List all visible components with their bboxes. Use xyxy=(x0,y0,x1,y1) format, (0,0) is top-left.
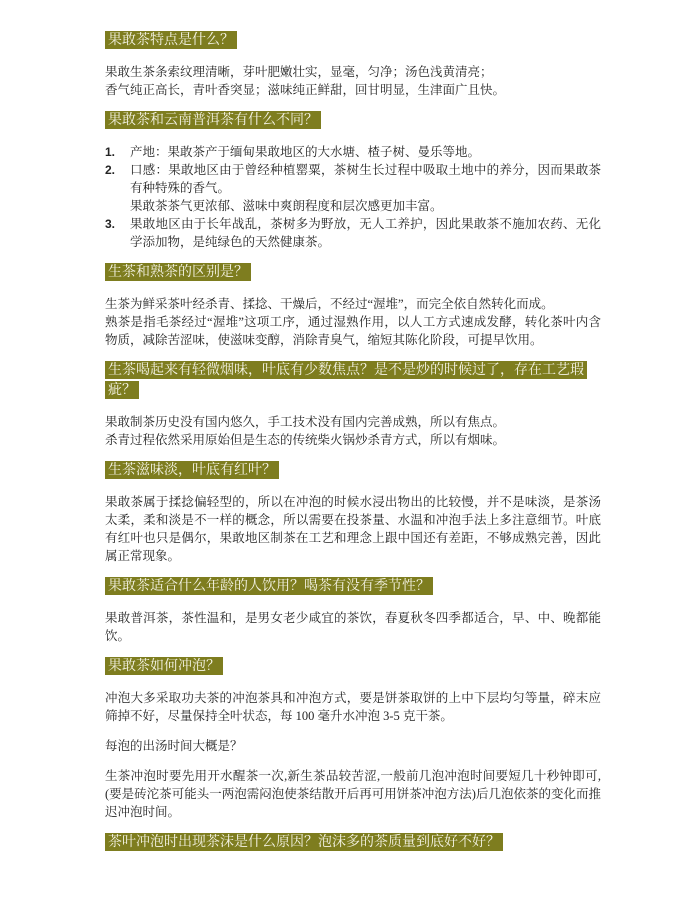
list-item-text xyxy=(130,161,601,215)
question-heading-raw-vs-ripe xyxy=(105,263,601,283)
heading-highlight: 生茶滋味淡，叶底有红叶？ xyxy=(105,461,279,479)
question-heading-how-to-brew xyxy=(105,657,601,677)
question-heading-smoky-flavor xyxy=(105,361,601,401)
answer-paragraph-smoky-flavor xyxy=(105,413,601,449)
list-item-number: 3. xyxy=(105,217,116,231)
question-heading-age-season xyxy=(105,577,601,597)
paragraph-line: 果敢茶属于揉捻偏轻型的，所以在冲泡的时候水浸出物出的比较慢，并不是味淡，是茶汤太柔，柔和淡是不一样的概念，所以需要在投茶量、水温和冲泡手法上多注意细节。叶底有红叶也只是偶尔，果敢地区制茶在工艺和理念上跟中国还有差距，不够成熟完善，因此属正常现象。 xyxy=(105,495,601,563)
list-item-number: 1. xyxy=(105,145,116,159)
list-item-natural xyxy=(105,215,601,251)
heading-highlight: 生茶和熟茶的区别是？ xyxy=(105,263,251,281)
paragraph-line: 香气纯正高长，青叶香突显；滋味纯正鲜甜，回甘明显，生津面广且快。 xyxy=(105,83,506,97)
paragraph-line: 产地：果敢茶产于缅甸果敢地区的大水塘、楂子树、曼乐等地。 xyxy=(130,145,481,159)
answer-paragraph-raw-vs-ripe xyxy=(105,295,601,349)
sub-question-steep-time xyxy=(105,737,601,755)
answer-paragraph-steep-time xyxy=(105,767,601,821)
heading-highlight: 果敢茶如何冲泡？ xyxy=(105,657,223,675)
answer-paragraph-light-taste xyxy=(105,493,601,565)
heading-highlight: 果敢茶适合什么年龄的人饮用？喝茶有没有季节性？ xyxy=(105,577,433,595)
paragraph-line: 果敢生茶条索纹理清晰，芽叶肥嫩壮实，显毫，匀净；汤色浅黄清亮； xyxy=(105,65,493,79)
answer-paragraph-age-season xyxy=(105,609,601,645)
list-item-text xyxy=(130,215,601,251)
heading-highlight: 生茶喝起来有轻微烟味，叶底有少数焦点？是不是炒的时候过了，存在工艺瑕疵？ xyxy=(105,361,587,399)
question-heading-tea-features xyxy=(105,31,601,51)
paragraph-line: 果敢普洱茶，茶性温和，是男女老少咸宜的茶饮，春夏秋冬四季都适合，早、中、晚都能饮。 xyxy=(105,611,601,643)
answer-paragraph-tea-features xyxy=(105,63,601,99)
list-item-taste xyxy=(105,161,601,215)
question-heading-tea-foam xyxy=(105,833,601,853)
heading-highlight: 果敢茶特点是什么？ xyxy=(105,31,237,49)
answer-paragraph-how-to-brew xyxy=(105,689,601,725)
question-heading-vs-yunnan-puer xyxy=(105,111,601,131)
paragraph-line: 果敢茶茶气更浓郁、滋味中爽朗程度和层次感更加丰富。 xyxy=(130,199,443,213)
paragraph-line: 生茶冲泡时要先用开水醒茶一次,新生茶品较苦涩,一般前几泡冲泡时间要短几十秒钟即可,(要是砖沱茶可能头一两泡需闷泡使茶结散开后再可用饼茶冲泡方法)后几泡依茶的变化而推迟冲泡时间。 xyxy=(105,769,601,819)
paragraph-line: 口感：果敢地区由于曾经种植罂粟，茶树生长过程中吸取土地中的养分，因而果敢茶有种特殊的香气。 xyxy=(130,163,601,195)
list-item-origin xyxy=(105,143,601,161)
paragraph-line: 生茶为鲜采茶叶经杀青、揉捻、干燥后，不经过“渥堆”，而完全依自然转化而成。 xyxy=(105,297,554,311)
list-item-number: 2. xyxy=(105,163,116,177)
question-heading-light-taste xyxy=(105,461,601,481)
paragraph-line: 杀青过程依然采用原始但是生态的传统柴火锅炒杀青方式，所以有烟味。 xyxy=(105,433,506,447)
heading-highlight: 茶叶冲泡时出现茶沫是什么原因？泡沫多的茶质量到底好不好？ xyxy=(105,833,503,851)
paragraph-line: 果敢地区由于长年战乱，茶树多为野放，无人工养护，因此果敢茶不施加农药、无化学添加物，是纯绿色的天然健康茶。 xyxy=(130,217,601,249)
paragraph-line: 冲泡大多采取功夫茶的冲泡茶具和冲泡方式，要是饼茶取饼的上中下层均匀等量，碎末应筛掉不好，尽量保持全叶状态，每 100 毫升水冲泡 3-5 克干茶。 xyxy=(105,691,601,723)
heading-highlight: 果敢茶和云南普洱茶有什么不同？ xyxy=(105,111,321,129)
paragraph-line: 每泡的出汤时间大概是？ xyxy=(105,739,243,753)
paragraph-line: 果敢制茶历史没有国内悠久，手工技术没有国内完善成熟，所以有焦点。 xyxy=(105,415,506,429)
differences-list xyxy=(105,143,601,251)
paragraph-line: 熟茶是指毛茶经过“渥堆”这项工序，通过湿熟作用，以人工方式速成发酵，转化茶叶内含物质，减除苦涩味，使滋味变醇，消除青臭气，缩短其陈化阶段，可提早饮用。 xyxy=(105,315,601,347)
list-item-text xyxy=(130,143,601,161)
